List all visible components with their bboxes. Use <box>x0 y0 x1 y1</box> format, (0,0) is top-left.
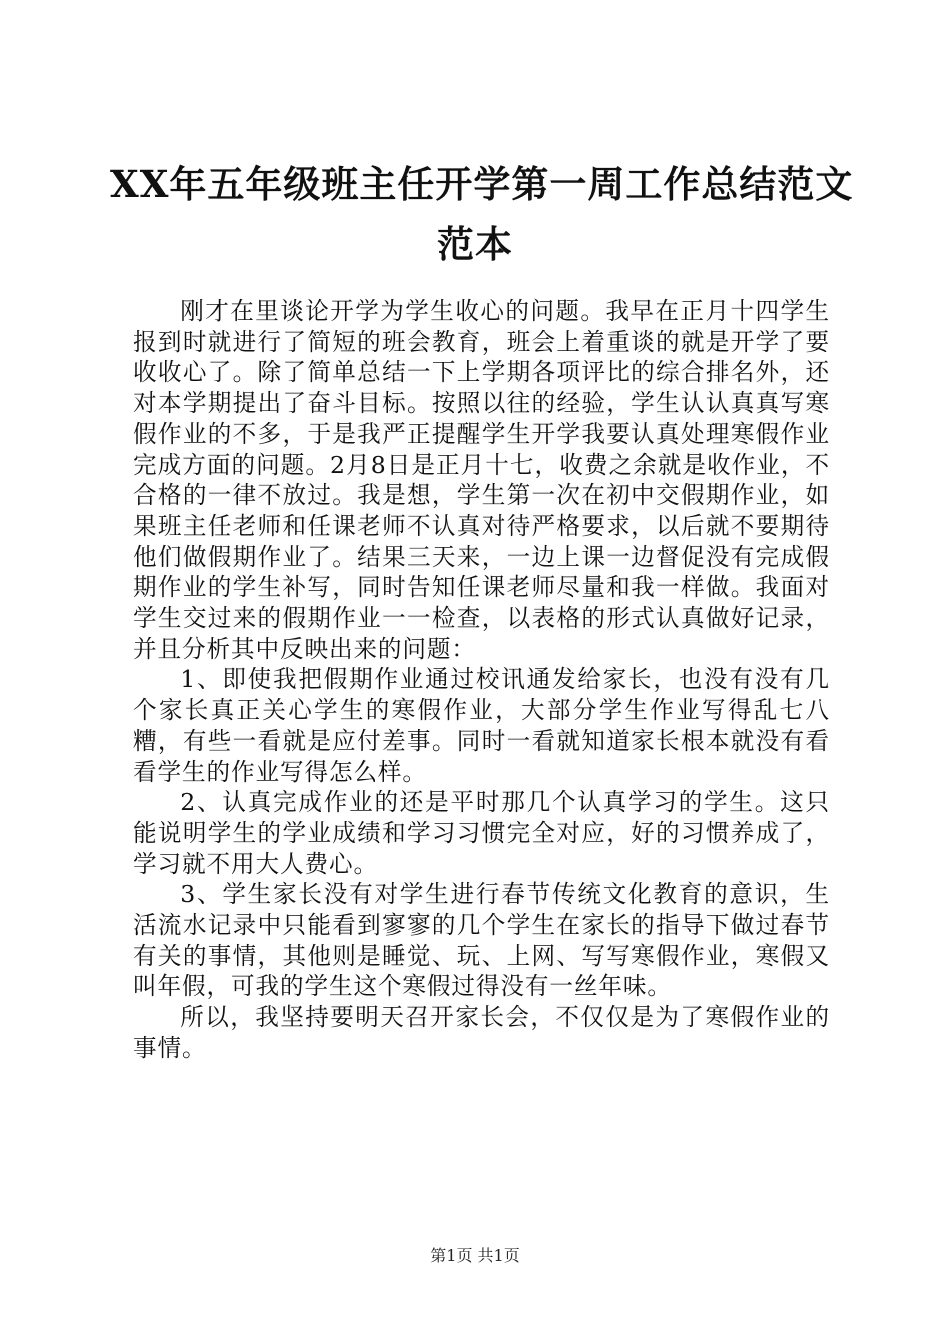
document-title-line-1: XX年五年级班主任开学第一周工作总结范文 <box>110 162 854 206</box>
page-footer: 第1页 共1页 <box>430 1246 520 1265</box>
body-paragraph-intro: 刚才在里谈论开学为学生收心的问题。我早在正月十四学生报到时就进行了简短的班会教育，班会上着重谈的就是开学了要收收心了。除了简单总结一下上学期各项评比的综合排名外，还对本学期提出了奋斗目标。按照以往的经验，学生认认真真写寒假作业的不多，于是我严正提醒学生开学我要认真处理寒假作业完成方面的问题。2月8日是正月十七，收费之余就是收作业，不合格的一律不放过。我是想，学生第一次在初中交假期作业，如果班主任老师和任课老师不认真对待严格要求，以后就不要期待他们做假期作业了。结果三天来，一边上课一边督促没有完成假期作业的学生补写，同时告知任课老师尽量和我一样做。我面对学生交过来的假期作业一一检查，以表格的形式认真做好记录，并且分析其中反映出来的问题： <box>133 297 830 663</box>
body-paragraph-point-1: 1、即使我把假期作业通过校讯通发给家长，也没有没有几个家长真正关心学生的寒假作业，大部分学生作业写得乱七八糟，有些一看就是应付差事。同时一看就知道家长根本就没有看看学生的作业写得怎么样。 <box>133 665 830 786</box>
body-paragraph-point-2: 2、认真完成作业的还是平时那几个认真学习的学生。这只能说明学生的学业成绩和学习习惯完全对应，好的习惯养成了，学习就不用大人费心。 <box>133 788 830 878</box>
body-paragraph-conclusion: 所以，我坚持要明天召开家长会，不仅仅是为了寒假作业的事情。 <box>133 1003 830 1062</box>
document-title-line-2: 范本 <box>437 222 513 266</box>
document-body <box>133 296 830 1064</box>
body-paragraph-point-3: 3、学生家长没有对学生进行春节传统文化教育的意识，生活流水记录中只能看到寥寥的几个学生在家长的指导下做过春节有关的事情，其他则是睡觉、玩、上网、写写寒假作业，寒假又叫年假，可我的学生这个寒假过得没有一丝年味。 <box>133 880 830 1001</box>
